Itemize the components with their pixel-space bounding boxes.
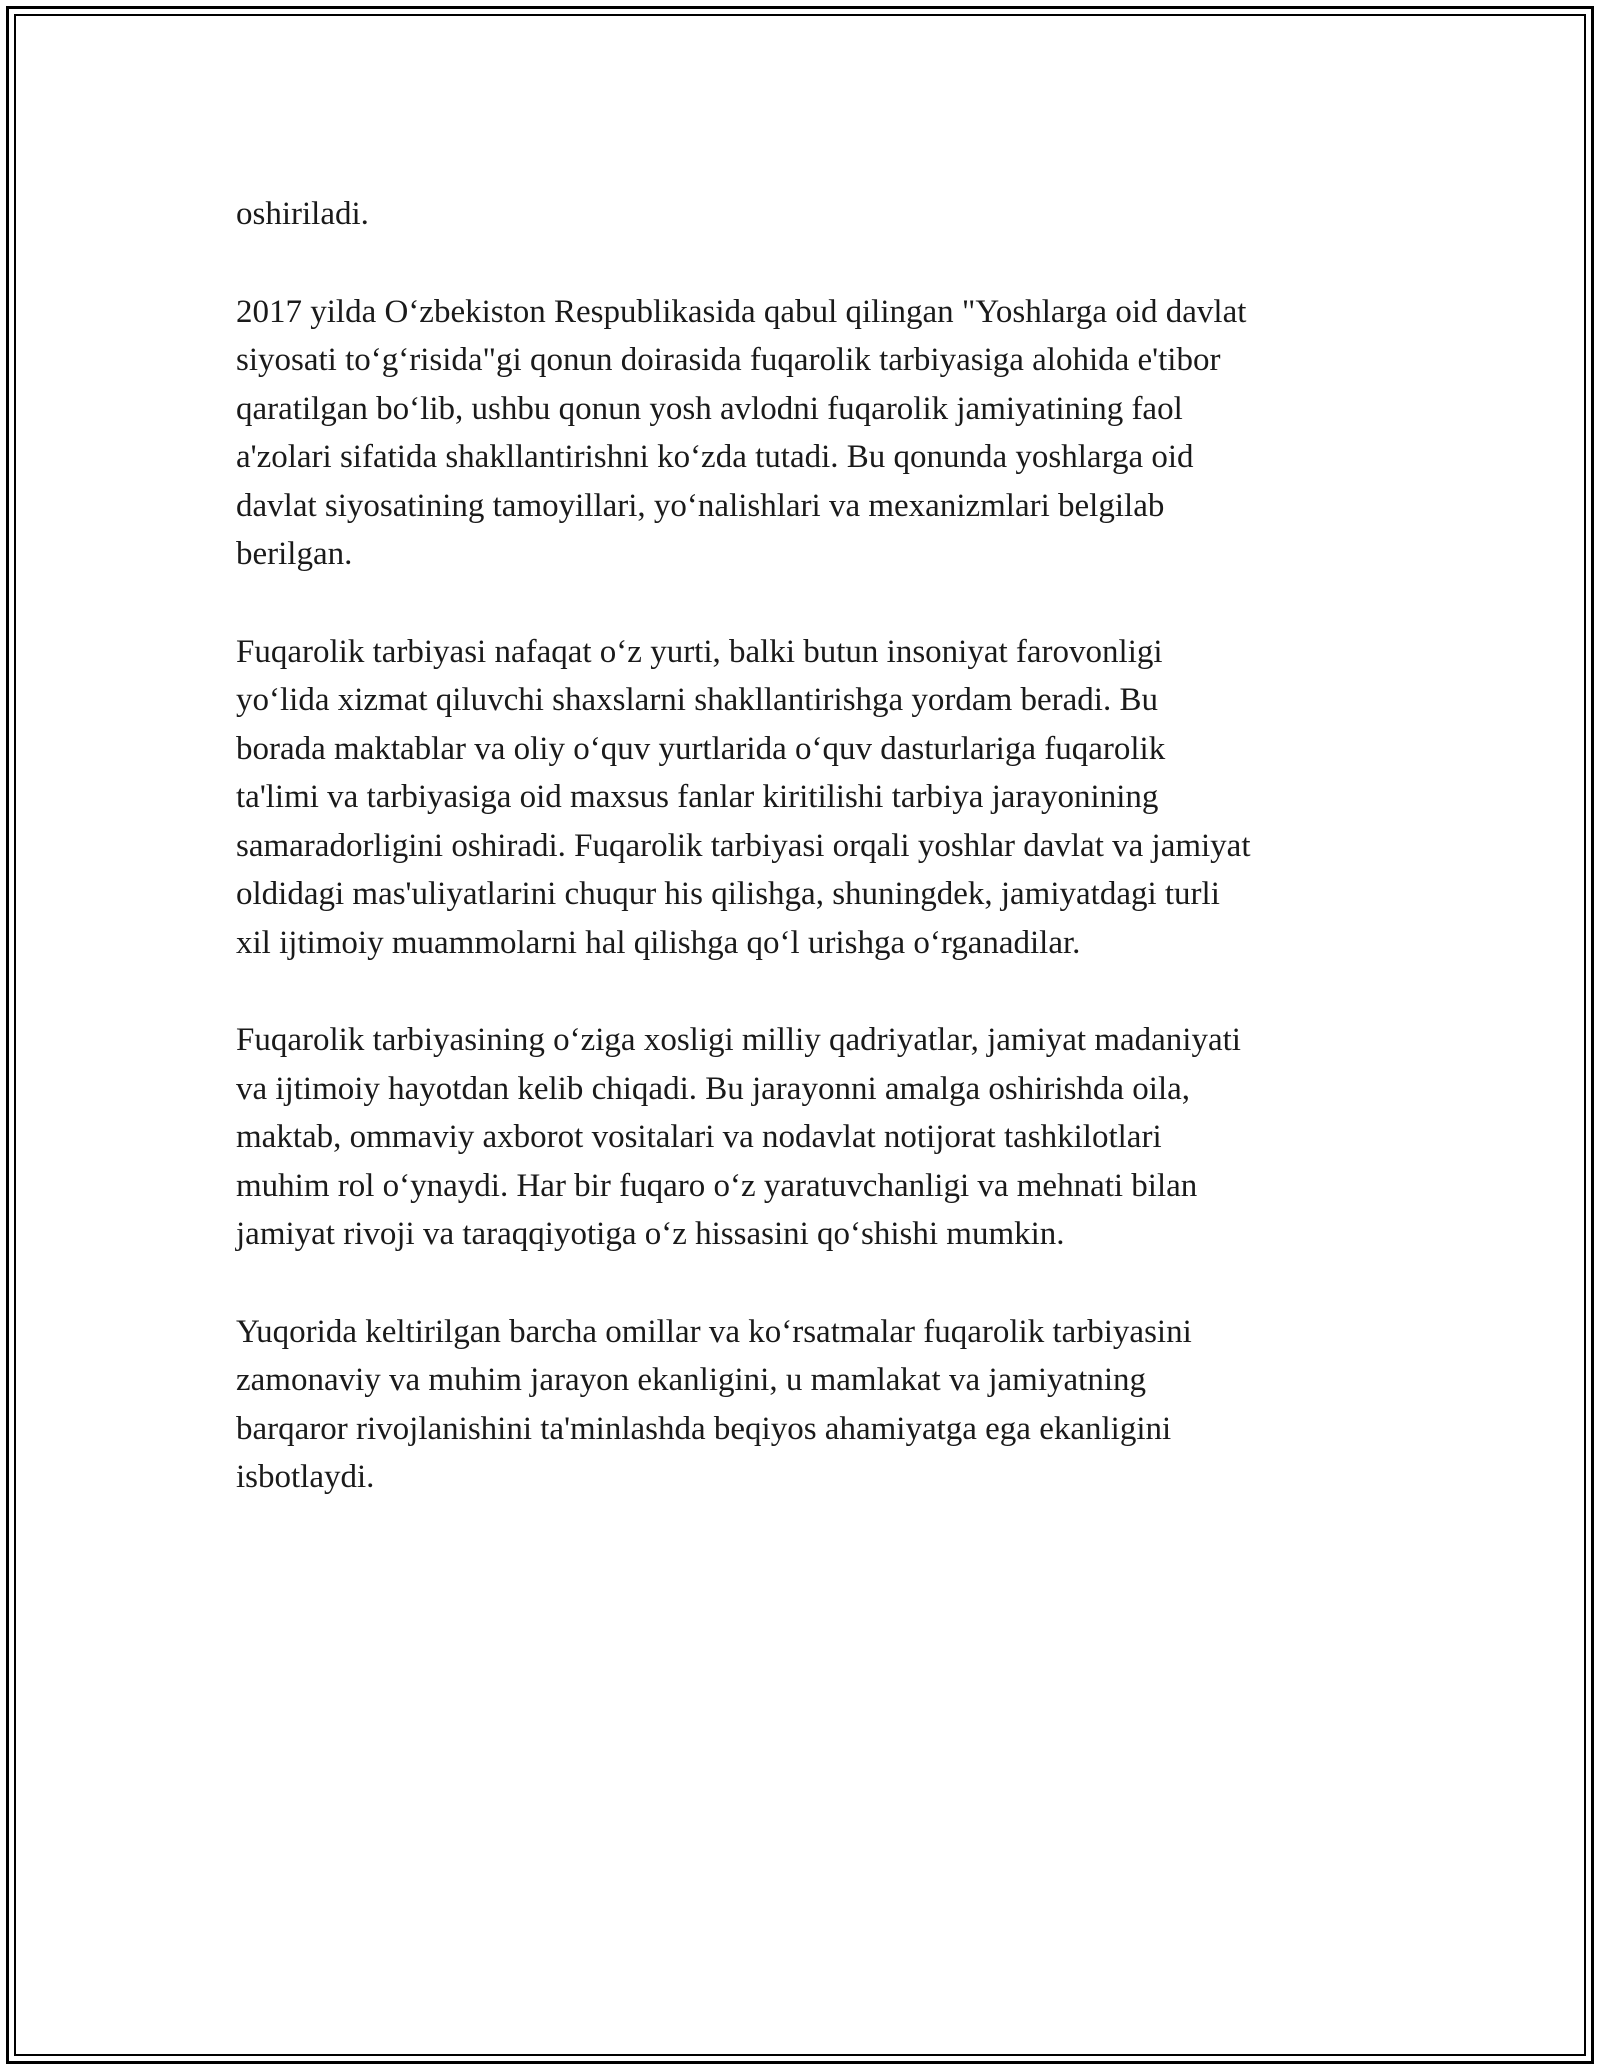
document-body [236,190,1386,1502]
text-line: samaradorligini oshiradi. Fuqarolik tarbiyasi orqali yoshlar davlat va jamiyat [236,827,1251,864]
text-line: zamonaviy va muhim jarayon ekanligini, u mamlakat va jamiyatning [236,1362,1146,1398]
text-line: muhim rol oʻynaydi. Har bir fuqaro oʻz yaratuvchanligi va mehnati bilan [236,1167,1198,1204]
text-line: a'zolari sifatida shakllantirishni koʻzda tutadi. Bu qonunda yoshlarga oid [236,439,1194,475]
paragraph [236,288,1386,579]
text-line: yoʻlida xizmat qiluvchi shaxslarni shakllantirishga yordam beradi. Bu [236,682,1158,718]
paragraph-gap [236,1259,1386,1308]
text-line: xil ijtimoiy muammolarni hal qilishga qoʻl urishga oʻrganadilar. [236,924,1081,961]
text-line: siyosati toʻgʻrisida"gi qonun doirasida fuqarolik tarbiyasiga alohida e'tibor [236,342,1221,378]
text-line: 2017 yilda Oʻzbekiston Respublikasida qabul qilingan "Yoshlarga oid davlat [236,293,1247,330]
text-line: jamiyat rivoji va taraqqiyotiga oʻz hissasini qoʻshishi mumkin. [236,1216,1065,1252]
text-line: borada maktablar va oliy oʻquv yurtlarida oʻquv dasturlariga fuqarolik [236,730,1166,767]
paragraph-gap [236,579,1386,628]
text-line: davlat siyosatining tamoyillari, yoʻnalishlari va mexanizmlari belgilab [236,487,1165,524]
text-line: maktab, ommaviy axborot vositalari va nodavlat notijorat tashkilotlari [236,1119,1162,1155]
paragraph-gap [236,967,1386,1016]
text-line: ta'limi va tarbiyasiga oid maxsus fanlar kiritilishi tarbiya jarayonining [236,779,1159,815]
text-line: qaratilgan boʻlib, ushbu qonun yosh avlodni fuqarolik jamiyatining faol [236,390,1183,427]
text-line: Yuqorida keltirilgan barcha omillar va koʻrsatmalar fuqarolik tarbiyasini [236,1313,1192,1350]
paragraph-gap [236,239,1386,288]
text-line: berilgan. [236,536,353,572]
text-line: barqaror rivojlanishini ta'minlashda beqiyos ahamiyatga ega ekanligini [236,1410,1172,1447]
text-line: va ijtimoiy hayotdan kelib chiqadi. Bu jarayonni amalga oshirishda oila, [236,1070,1191,1107]
text-line: oshiriladi. [236,196,369,232]
text-line: Fuqarolik tarbiyasi nafaqat oʻz yurti, balki butun insoniyat farovonligi [236,633,1163,670]
paragraph [236,628,1386,968]
paragraph [236,1308,1386,1502]
paragraph [236,1016,1386,1259]
paragraph [236,190,1386,239]
text-line: isbotlaydi. [236,1459,375,1495]
text-line: oldidagi mas'uliyatlarini chuqur his qilishga, shuningdek, jamiyatdagi turli [236,876,1220,912]
text-line: Fuqarolik tarbiyasining oʻziga xosligi milliy qadriyatlar, jamiyat madaniyati [236,1022,1241,1058]
